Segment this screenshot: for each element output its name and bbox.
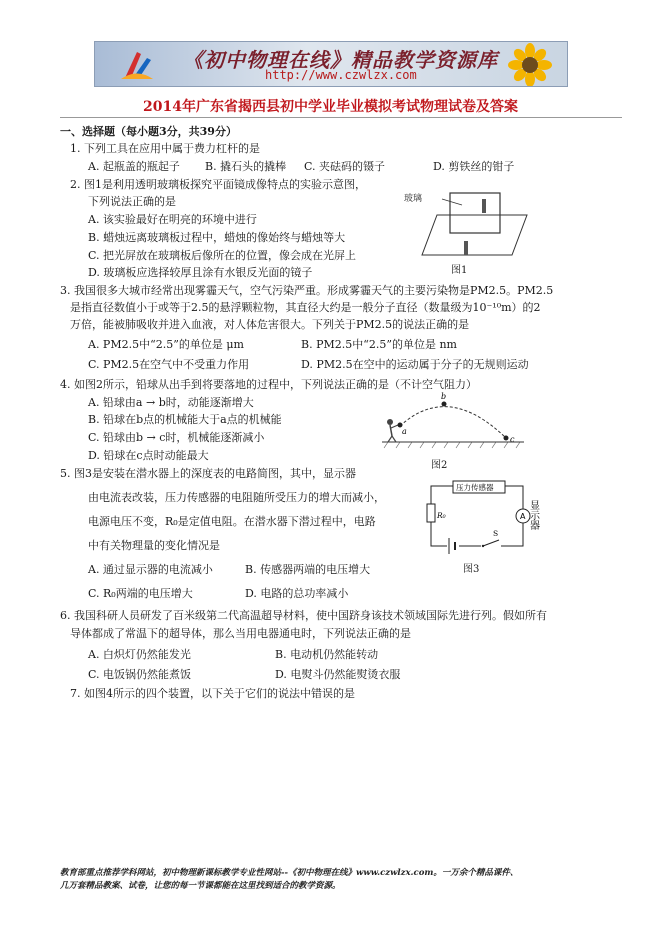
figure-3-circuit-diagram — [425, 478, 555, 556]
q1-option-c: C. 夹砝码的镊子 — [304, 160, 386, 173]
question-5-line-2: 由电流表改装，压力传感器的电阻随所受压力的增大而减小， — [88, 491, 385, 504]
point-a-label: a — [402, 427, 407, 436]
point-c-label: c — [510, 435, 515, 444]
q2-option-b: B. 蜡烛远离玻璃板过程中，蜡烛的像始终与蜡烛等大 — [88, 231, 346, 244]
figure-1-glass-label: 玻璃 — [404, 194, 423, 204]
figure-1-caption: 图1 — [451, 265, 468, 276]
q1-option-b: B. 撬石头的撬棒 — [205, 160, 287, 173]
footer-line-2: 几万套精品教案、试卷，让您的每一节课都能在这里找到适合的教学资源。 — [60, 881, 341, 891]
question-5-line-3: 电源电压不变，R₀是定值电阻。在潜水器下潜过程中，电路 — [88, 515, 376, 528]
q5-option-c: C. R₀两端的电压增大 — [88, 587, 193, 600]
q2-option-a: A. 该实验最好在明亮的环境中进行 — [88, 213, 257, 226]
question-3-line-2: 是指直径数值小于或等于2.5的悬浮颗粒物，其直径大约是一般分子直径（数量级为10⁻¹⁰m）的2 — [70, 301, 541, 314]
question-6-line-2: 导体都成了常温下的超导体，那么当用电器通电时，下列说法正确的是 — [70, 627, 411, 640]
title-divider — [60, 117, 622, 118]
q4-option-c: C. 铅球由b → c时，机械能逐渐减小 — [88, 431, 265, 444]
q6-option-d: D. 电熨斗仍然能熨烫衣服 — [275, 668, 401, 681]
q5-option-a: A. 通过显示器的电流减小 — [88, 563, 213, 576]
footer-line-1: 教育部重点推荐学科网站，初中物理新课标教学专业性网站--《初中物理在线》www.czwlzx.com。一万余个精品课件、 — [60, 868, 519, 878]
sunflower-icon — [499, 43, 561, 87]
q6-option-b: B. 电动机仍然能转动 — [275, 648, 379, 661]
q2-option-d: D. 玻璃板应选择较厚且涂有水银反光面的镜子 — [88, 266, 313, 279]
q4-option-b: B. 铅球在b点的机械能大于a点的机械能 — [88, 413, 282, 426]
q3-option-c: C. PM2.5在空气中不受重力作用 — [88, 358, 250, 371]
r0-label: R₀ — [437, 511, 446, 520]
page-title: 2014年广东省揭西县初中学业毕业模拟考试物理试卷及答案 — [143, 99, 518, 115]
q4-option-a: A. 铅球由a → b时，动能逐渐增大 — [88, 396, 254, 409]
q6-option-a: A. 白炽灯仍然能发光 — [88, 648, 191, 661]
banner-url[interactable]: http://www.czwlzx.com — [265, 68, 417, 82]
switch-label: S — [493, 529, 499, 538]
q3-option-a: A. PM2.5中“2.5”的单位是 μm — [88, 338, 244, 351]
question-4-stem: 4. 如图2所示，铅球从出手到将要落地的过程中，下列说法正确的是（不计空气阻力） — [60, 378, 477, 391]
site-logo-icon — [117, 48, 157, 82]
question-6-line-1: 6. 我国科研人员研发了百米级第二代高温超导材料，使中国跻身该技术领域国际先进行列。假如所有 — [60, 609, 547, 622]
q1-option-d: D. 剪铁丝的钳子 — [433, 160, 515, 173]
question-3-line-1: 3. 我国很多大城市经常出现雾霾天气，空气污染严重。形成雾霾天气的主要污染物是PM2.5。PM2.5 — [60, 284, 554, 297]
section-heading: 一、选择题（每小题3分，共39分） — [60, 125, 237, 138]
q5-option-b: B. 传感器两端的电压增大 — [245, 563, 371, 576]
q3-option-d: D. PM2.5在空中的运动属于分子的无规则运动 — [301, 358, 529, 371]
ammeter-label: A — [520, 512, 526, 521]
question-5-line-1: 5. 图3是安装在潜水器上的深度表的电路简图，其中，显示器 — [60, 467, 356, 480]
pressure-sensor-label: 压力传感器 — [456, 483, 494, 492]
q1-option-a: A. 起瓶盖的瓶起子 — [88, 160, 180, 173]
header-banner — [94, 41, 568, 87]
figure-3-caption: 图3 — [463, 564, 480, 575]
question-2-stem-line-2: 下列说法正确的是 — [88, 195, 176, 208]
q5-option-d: D. 电路的总功率减小 — [245, 587, 349, 600]
question-3-line-3: 万倍，能被肺吸收并进入血液，对人体危害很大。下列关于PM2.5的说法正确的是 — [70, 318, 470, 331]
question-7-stem: 7. 如图4所示的四个装置，以下关于它们的说法中错误的是 — [70, 687, 355, 700]
figure-2-caption: 图2 — [431, 460, 448, 471]
banner-title: 《初中物理在线》精品教学资源库 — [183, 48, 498, 72]
question-5-line-4: 中有关物理量的变化情况是 — [88, 539, 220, 552]
q4-option-d: D. 铅球在c点时动能最大 — [88, 449, 209, 462]
q3-option-b: B. PM2.5中“2.5”的单位是 nm — [301, 338, 457, 351]
question-2-stem-line-1: 2. 图1是利用透明玻璃板探究平面镜成像特点的实验示意图， — [70, 178, 366, 191]
display-label: 显示器 — [527, 500, 539, 530]
question-1-stem: 1. 下列工具在应用中属于费力杠杆的是 — [70, 142, 260, 155]
q2-option-c: C. 把光屏放在玻璃板后像所在的位置，像会成在光屏上 — [88, 249, 357, 262]
q6-option-c: C. 电饭锅仍然能煮饭 — [88, 668, 192, 681]
figure-1-mirror-setup — [402, 185, 532, 265]
point-b-label: b — [441, 392, 447, 401]
figure-2-shot-put-trajectory — [378, 392, 528, 450]
